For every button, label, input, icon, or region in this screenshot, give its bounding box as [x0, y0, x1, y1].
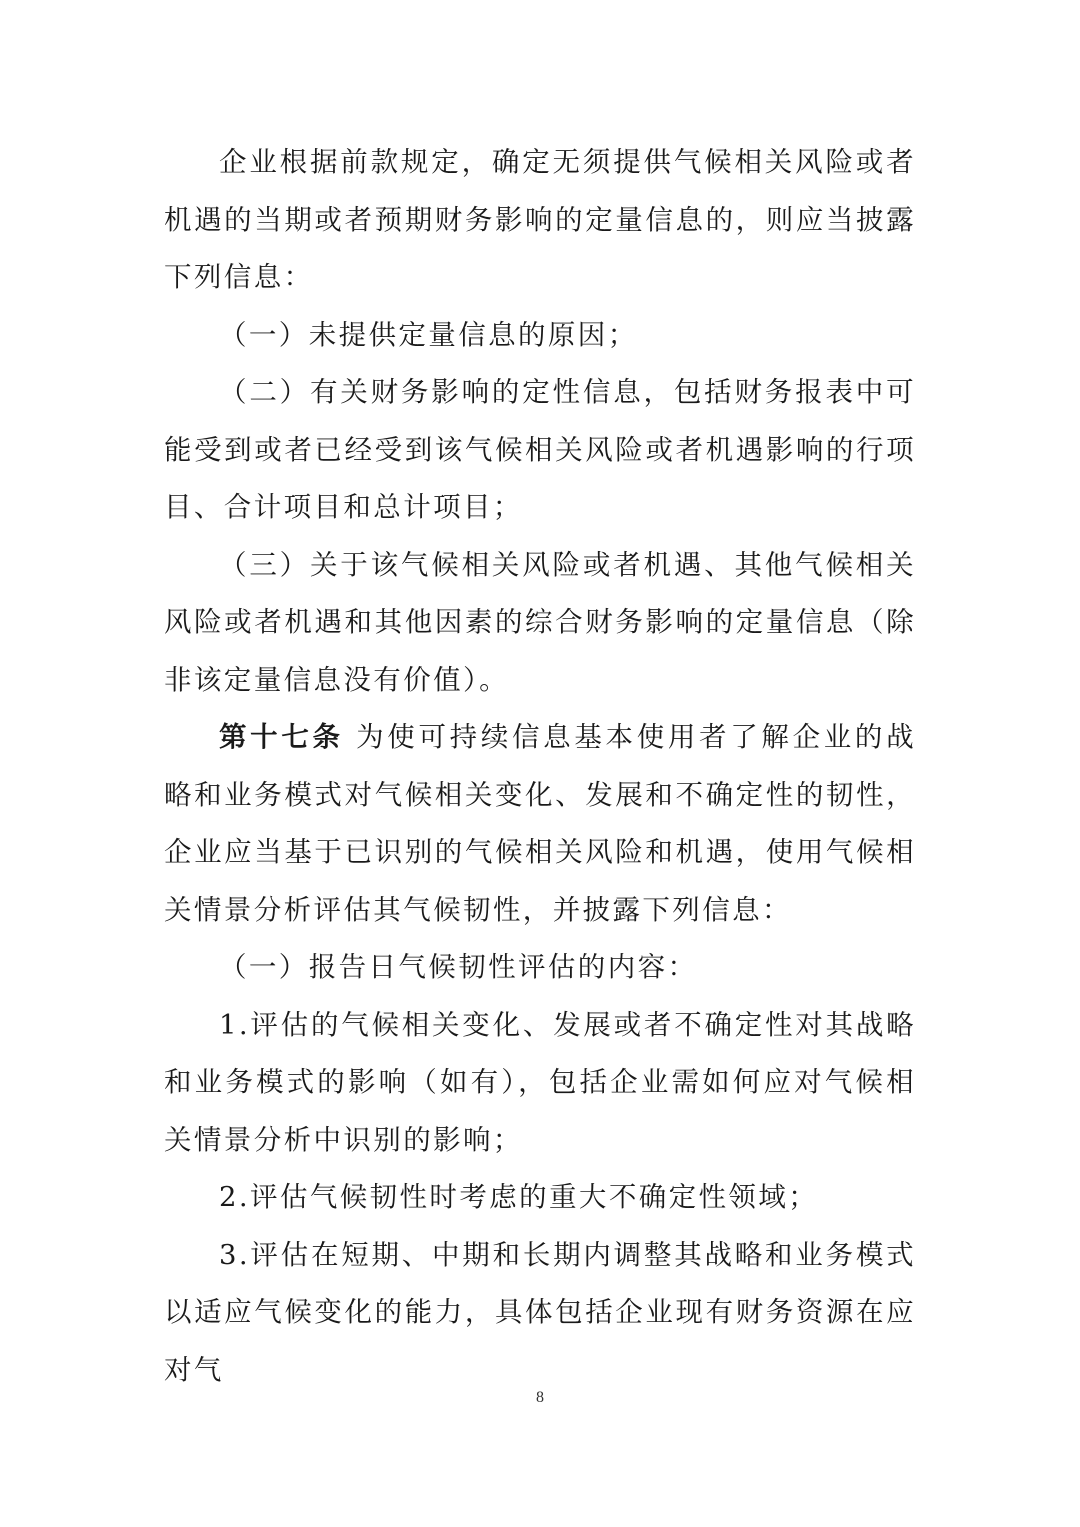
paragraph-1	[164, 134, 916, 307]
paragraph-text: 企业根据前款规定，确定无须提供气候相关风险或者机遇的当期或者预期财务影响的定量信息的，则应当披露下列信息：	[164, 146, 916, 293]
paragraph-text: （一）未提供定量信息的原因；	[219, 318, 638, 351]
paragraph-4	[164, 537, 916, 710]
paragraph-text: （二）有关财务影响的定性信息，包括财务报表中可能受到或者已经受到该气候相关风险或者机遇影响的行项目、合计项目和总计项目；	[164, 376, 916, 523]
paragraph-8	[164, 1169, 916, 1227]
paragraph-3	[164, 364, 916, 537]
article-17-paragraph	[164, 709, 916, 939]
paragraph-text: 2.评估气候韧性时考虑的重大不确定性领域；	[219, 1181, 819, 1213]
paragraph-2	[164, 307, 916, 365]
paragraph-text: 为使可持续信息基本使用者了解企业的战略和业务模式对气候相关变化、发展和不确定性的韧性，企业应当基于已识别的气候相关风险和机遇，使用气候相关情景分析评估其气候韧性，并披露下列信息：	[164, 721, 916, 926]
paragraph-text: （三）关于该气候相关风险或者机遇、其他气候相关风险或者机遇和其他因素的综合财务影响的定量信息（除非该定量信息没有价值）。	[164, 548, 916, 696]
article-heading: 第十七条	[219, 721, 344, 753]
paragraph-text: 1.评估的气候相关变化、发展或者不确定性对其战略和业务模式的影响（如有），包括企业需如何应对气候相关情景分析中识别的影响；	[164, 1008, 916, 1156]
page-number: 8	[536, 1389, 544, 1406]
paragraph-9	[164, 1227, 916, 1400]
paragraph-7	[164, 997, 916, 1170]
document-body	[164, 134, 916, 1399]
paragraph-text: 3.评估在短期、中期和长期内调整其战略和业务模式以适应气候变化的能力，具体包括企业现有财务资源在应对气	[164, 1238, 916, 1386]
paragraph-text: （一）报告日气候韧性评估的内容：	[219, 951, 698, 983]
paragraph-6	[164, 939, 916, 997]
